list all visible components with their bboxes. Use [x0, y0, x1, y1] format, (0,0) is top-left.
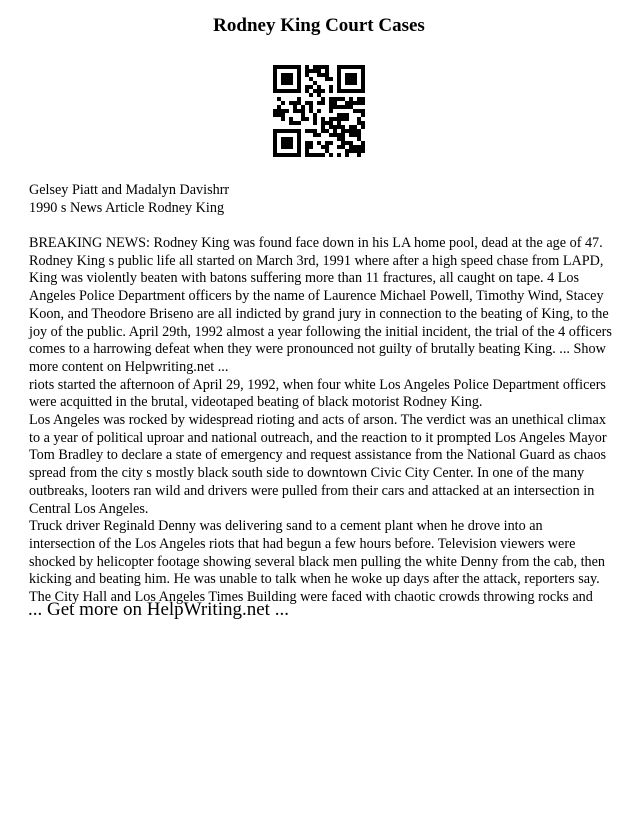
- paragraph: Los Angeles was rocked by widespread rioting and acts of arson. The verdict was an unethical climax to a year of political uproar and national outreach, and the reaction to it prompted Los Angeles Mayor Tom Bradley to declare a state of emergency and request assistance from the National Guard as chaos spread from the city s mostly black south side to downtown Civic City Center. In one of the many outbreaks, looters ran wild and drivers were pulled from their cars and attacked at an intersection in Central Los Angeles.: [29, 412, 607, 517]
- page-title: Rodney King Court Cases: [213, 15, 425, 36]
- paragraph: BREAKING NEWS: Rodney King was found face down in his LA home pool, dead at the age of 47. Rodney King s public life all started on March 3rd, 1991 where after a high speed chase from LAPD, King was violently beaten with batons suffering more than 11 fractures, all caught on tape. 4 Los Angeles Police Department officers by the name of Laurence Michael Powell, Timothy Wind, Stacey Koon, and Theodore Briseno are all indicted by grand jury in connection to the beating of King, to the joy of the public. April 29th, 1992 almost a year following the initial incident, the trial of the 4 officers comes to a harrowing defeat when they were pronounced not guilty of brutally beating King. ... Show more content on Helpwriting.net ...: [29, 235, 612, 375]
- article-meta: [29, 182, 619, 217]
- article-body: [29, 235, 612, 607]
- subtitle-line: 1990 s News Article Rodney King: [29, 199, 225, 216]
- paragraph: riots started the afternoon of April 29, 1992, when four white Los Angeles Police Department officers were acquitted in the brutal, videotaped beating of black motorist Rodney King.: [29, 376, 606, 411]
- authors-line: Gelsey Piatt and Madalyn Davishrr: [29, 182, 230, 198]
- paragraph: Truck driver Reginald Denny was delivering sand to a cement plant when he drove into an intersection of the Los Angeles riots that had begun a few hours before. Television viewers were shocked by helicopter footage showing several black men pulling the white Denny from the cab, then kicking and beating him. He was unable to talk when he woke up days after the attack, reporters say.: [29, 518, 605, 588]
- get-more-link[interactable]: ... Get more on HelpWriting.net ...: [28, 599, 289, 620]
- paragraph: The City Hall and Los Angeles Times Building were faced with chaotic crowds throwing rocks and: [29, 589, 593, 606]
- qr-code-icon: [273, 65, 365, 157]
